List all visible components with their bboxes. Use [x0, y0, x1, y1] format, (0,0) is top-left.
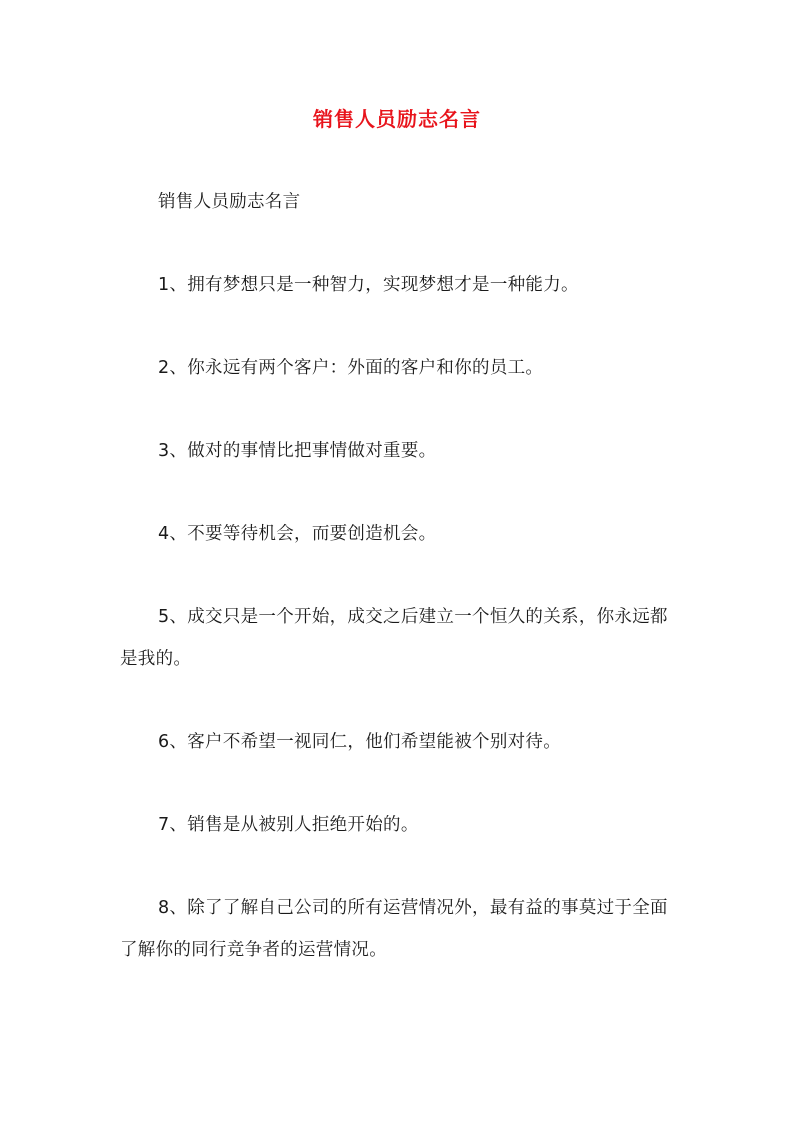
quote-paragraph-8: 8、除了了解自己公司的所有运营情况外，最有益的事莫过于全面了解你的同行竞争者的运营情况。 — [120, 898, 668, 960]
quote-paragraph-5: 5、成交只是一个开始，成交之后建立一个恒久的关系，你永远都是我的。 — [120, 607, 668, 669]
quote-paragraph-1: 1、拥有梦想只是一种智力，实现梦想才是一种能力。 — [158, 275, 579, 295]
quote-paragraph-6: 6、客户不希望一视同仁，他们希望能被个别对待。 — [158, 732, 562, 752]
quote-paragraph-7: 7、销售是从被别人拒绝开始的。 — [158, 815, 419, 835]
quote-paragraph-3: 3、做对的事情比把事情做对重要。 — [158, 441, 437, 461]
intro-paragraph: 销售人员励志名言 — [158, 192, 301, 212]
quote-paragraph-2: 2、你永远有两个客户：外面的客户和你的员工。 — [158, 358, 544, 378]
document-title: 销售人员励志名言 — [313, 107, 481, 131]
quote-paragraph-4: 4、不要等待机会，而要创造机会。 — [158, 524, 437, 544]
